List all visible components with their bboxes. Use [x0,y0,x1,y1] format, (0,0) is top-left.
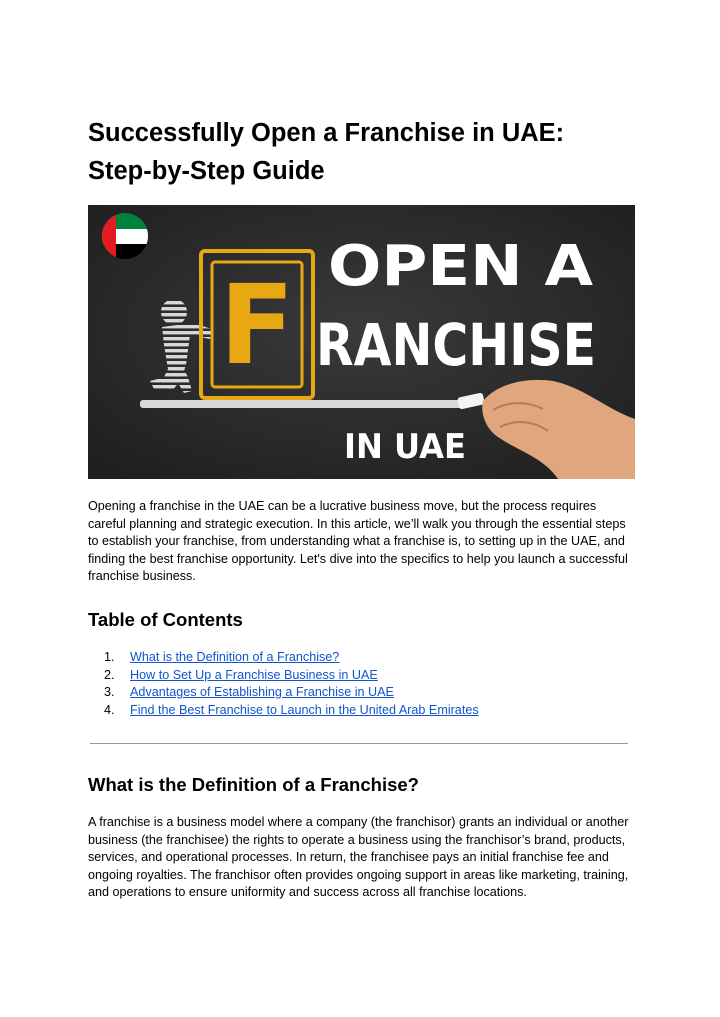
toc-item [104,667,479,685]
intro-paragraph: Opening a franchise in the UAE can be a lucrative business move, but the process requires careful planning and strategic execution. In this article, we’ll walk you through the essential steps to establish your franchise, from understanding what a franchise is, to setting up in the UAE, and finding the best franchise opportunity. Let's dive into the specifics to help you launch a successful franchise business. [88,499,628,584]
chalk-line [140,400,465,408]
section-divider [90,743,628,744]
hero-headline-line-3: IN UAE [344,427,466,467]
toc-link-advantages[interactable]: Advantages of Establishing a Franchise in UAE [130,685,394,700]
hero-letter-f: F [219,261,295,389]
table-of-contents [104,649,479,719]
toc-item-number: 3. [104,685,115,700]
toc-item-number: 4. [104,702,115,717]
toc-item-number: 2. [104,667,115,682]
definition-paragraph: A franchise is a business model where a company (the franchisor) grants an individual or another business (the franchisee) the rights to operate a business using the franchisor’s brand, products, services, and operational processes. In return, the franchisee pays an initial franchise fee and ongoing royalties. The franchisor often provides ongoing support in areas like marketing, training, and operations to ensure uniformity and success across all franchise locations. [88,815,629,900]
toc-item [104,649,479,667]
page-title-line-2: Step-by-Step Guide [88,157,325,185]
toc-item-number: 1. [104,650,115,664]
toc-item [104,684,479,702]
toc-link-setup[interactable]: How to Set Up a Franchise Business in UAE [130,667,378,682]
hero-headline-line-1: OPEN A [328,234,594,299]
toc-heading: Table of Contents [88,609,243,630]
hero-image [88,205,635,479]
section-heading-definition: What is the Definition of a Franchise? [88,774,419,795]
toc-item [104,702,479,720]
page-title [88,114,648,190]
toc-link-best-franchise[interactable]: Find the Best Franchise to Launch in the United Arab Emirates [130,702,479,717]
page-title-line-1: Successfully Open a Franchise in UAE: [88,119,565,147]
hero-headline-line-2: RANCHISE [316,311,596,379]
toc-link-definition[interactable]: What is the Definition of a Franchise? [130,650,340,664]
